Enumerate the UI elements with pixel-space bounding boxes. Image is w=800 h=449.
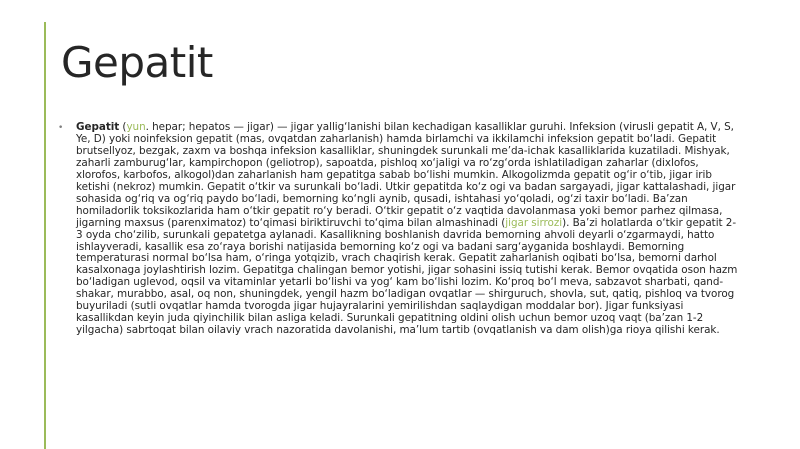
bullet-paragraph bbox=[76, 122, 738, 337]
term-bold: Gepatit bbox=[76, 121, 120, 133]
bullet-item bbox=[58, 122, 738, 337]
slide-title: Gepatit bbox=[61, 38, 213, 87]
paragraph-text-part2: ). Ba’zi holatlarda o‘tkir gepatit 2-3 oyda cho‘zilib, surunkali gepatetga aylanadi. Kasallikning boshlanish davrida bemorning ahvoli deyarli o‘zgarmaydi, hatto ishlayveradi, kasallik esa zo‘raya borishi natijasida bemorning ko‘z ogi va badani sarg‘ayganida boshlaydi. Bemorning temperaturasi normal bo‘lsa ham, o‘ringa yotqizib, vrach chaqirish kerak. Gepatit zaharlanish oqibati bo‘lsa, bemorni darhol kasalxonaga joylashtirish lozim. Gepatitga chalingan bemor yotishi, jigar sohasini issiq tutishi kerak. Bemor ovqatida oson hazm bo‘ladigan uglevod, oqsil va vitaminlar yetarli bo‘lishi va yog‘ kam bo‘lishi lozim. Ko‘proq bo‘l meva, sabzavot sharbati, qand-shakar, murabbo, asal, oq non, shuningdek, yengil hazm bo‘ladigan ovqatlar — shirguruch, shovla, sut, qatiq, pishloq va tvorog buyuriladi (sutli ovqatlar hamda tvorogda jigar hujayralarini yemirilishdan saqlaydigan moddalar bor). Jigar funksiyasi kasallikdan keyin juda qiyinchilik bilan asliga keladi. Surunkali gepatitning oldini olish uchun bemor uzoq vaqt (ba’zan 1-2 yilgacha) sabrtoqat bilan oilaviy vrach nazoratida davolanishi, ma’lum tartib (ovqatlanish va dam olish)ga rioya qilishi kerak. bbox=[76, 216, 738, 337]
open-paren-text: ( bbox=[119, 121, 127, 133]
paragraph-text-part1: . hepar; hepatos — jigar) — jigar yallig‘lanishi bilan kechadigan kasalliklar guruhi. Infeksion (virusli gepatit A, V, S, Ye, D) yoki noinfeksion gepatit (mas, ovqatdan zaharlanish) hamda birlamchi va ikkilamchi infeksion gepatit bo‘ladi. Gepatit brutsellyoz, bezgak, zaxm va boshqa infeksion kasalliklar, shuningdek surunkali me’da-ichak kasalliklarida kuzatiladi. Mishyak, zaharli zamburug‘lar, kampirchopon (geliotrop), sapoatda, pishloq xo‘jaligi va ro‘zg‘orda ishlatiladigan zaharlar (dixlofos, xlorofos, karbofos, alkogol)dan zaharlanish ham gepatitga sabab bo‘lishi mumkin. Alkogolizmda gepatit og‘ir o‘tib, jigar irib ketishi (nekroz) mumkin. Gepatit o‘tkir va surunkali bo‘ladi. Utkir gepatitda ko‘z ogi va badan sargayadi, jigar kattalashadi, jigar sohasida og‘riq va og‘riq paydo bo‘ladi, bemorning ko‘ngli aynib, qusadi, ishtahasi yo‘qoladi, og‘zi taxir bo‘ladi. Ba’zan homiladorlik toksikozlarida ham o‘tkir gepatit ro‘y beradi. O‘tkir gepatit o‘z vaqtida davolanmasa yoki bemor parhez qilmasa, jigarning maxsus (parenximatoz) to‘qimasi biriktiruvchi to‘qima bilan almashinadi ( bbox=[76, 121, 736, 229]
accent-divider-line bbox=[44, 22, 46, 449]
language-link[interactable]: yun bbox=[126, 121, 146, 133]
bullet-icon: • bbox=[58, 123, 64, 133]
slide-body bbox=[58, 122, 738, 337]
cirrhosis-link[interactable]: jigar sirrozi bbox=[505, 216, 563, 229]
